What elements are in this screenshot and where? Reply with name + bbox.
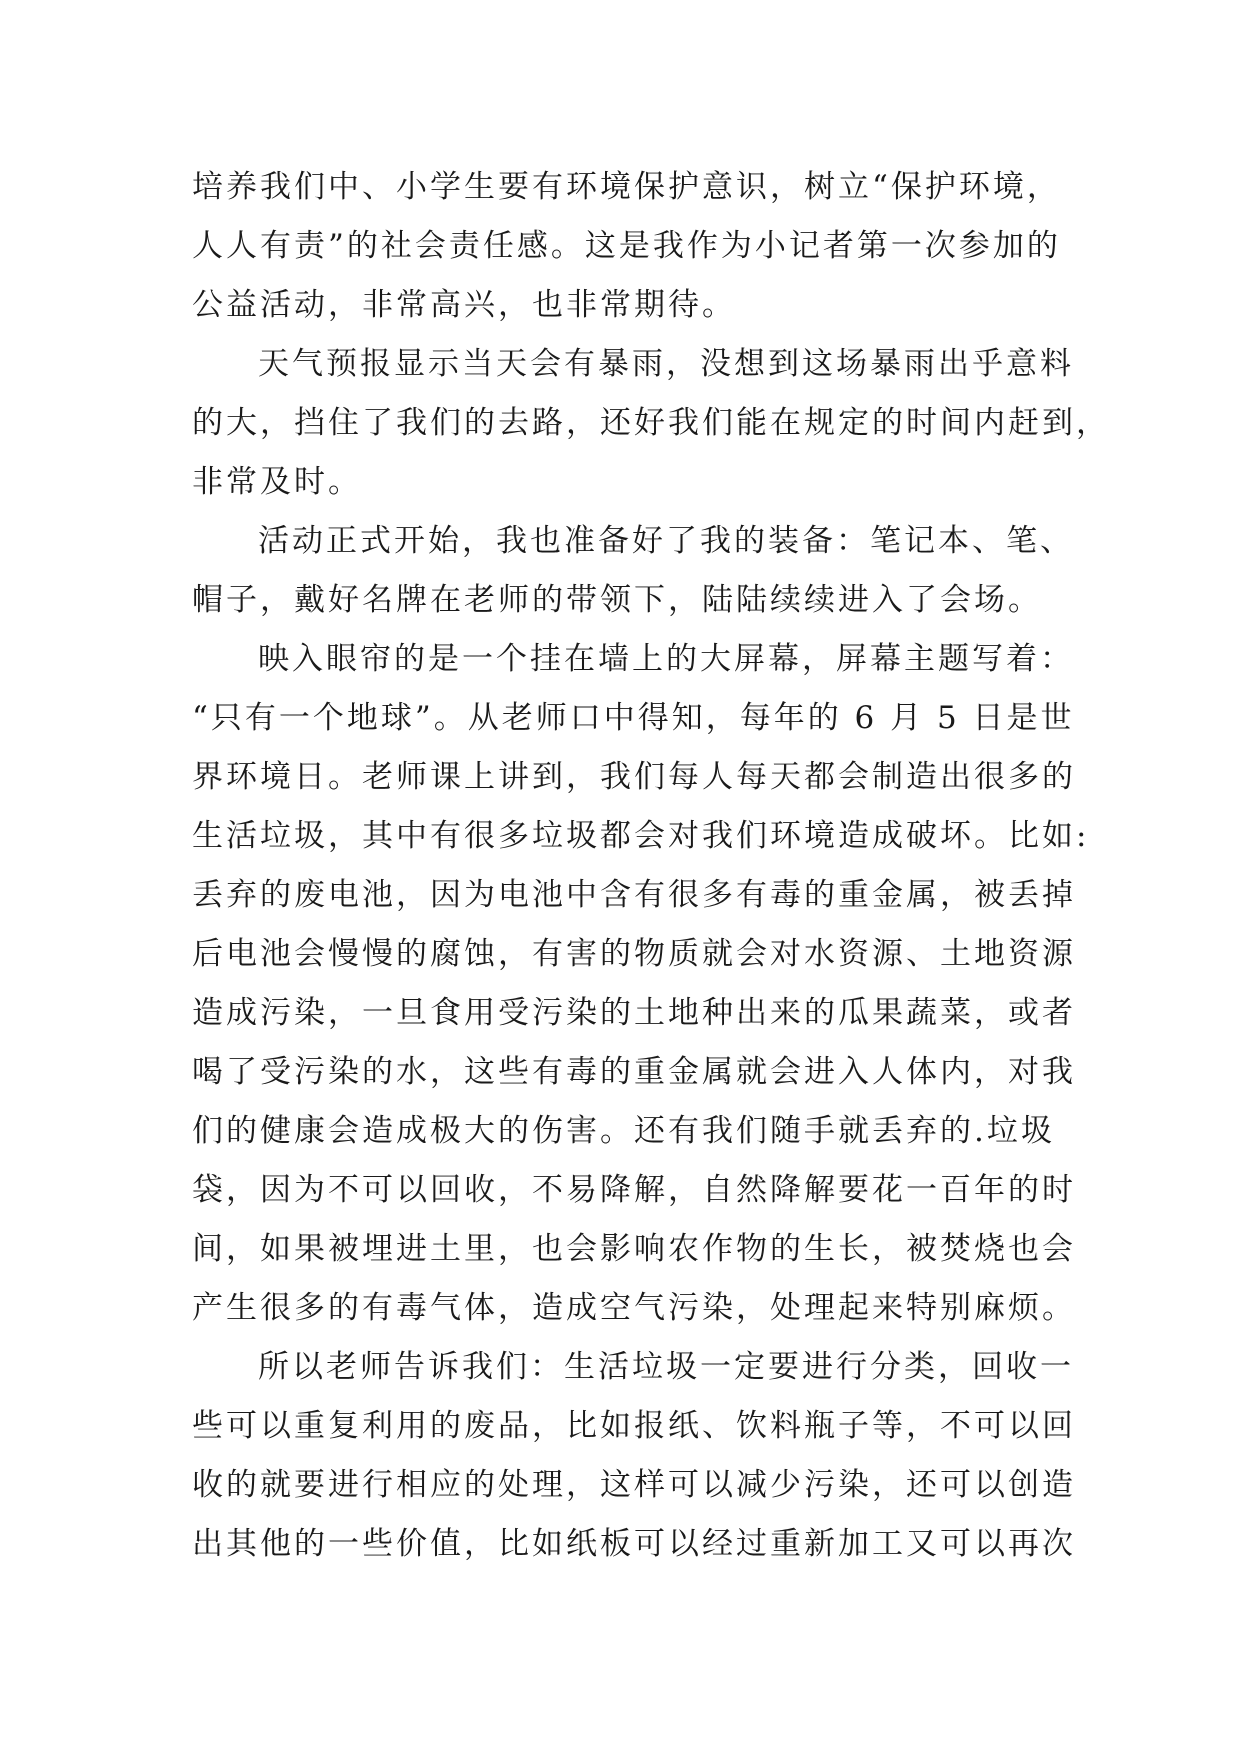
document-line: 所以老师告诉我们：生活垃圾一定要进行分类，回收一 [258,1349,1074,1385]
document-line: 丢弃的废电池，因为电池中含有很多有毒的重金属，被丢掉 [192,877,1076,913]
document-line: 非常及时。 [192,464,362,500]
document-line: 生活垃圾，其中有很多垃圾都会对我们环境造成破坏。比如: [192,818,1090,854]
document-line: 培养我们中、小学生要有环境保护意识，树立“保护环境， [192,169,1061,205]
document-line: 喝了受污染的水，这些有毒的重金属就会进入人体内，对我 [192,1054,1076,1090]
document-line: “只有一个地球”。从老师口中得知，每年的 6 月 5 日是世 [192,700,1075,736]
document-line: 公益活动，非常高兴，也非常期待。 [192,287,736,323]
document-line: 天气预报显示当天会有暴雨，没想到这场暴雨出乎意料 [258,346,1074,382]
document-line: 后电池会慢慢的腐蚀，有害的物质就会对水资源、土地资源 [192,936,1076,972]
document-line: 出其他的一些价值，比如纸板可以经过重新加工又可以再次 [192,1526,1076,1562]
document-line: 活动正式开始，我也准备好了我的装备：笔记本、笔、 [258,523,1074,559]
document-line: 人人有责”的社会责任感。这是我作为小记者第一次参加的 [192,228,1061,264]
document-line: 映入眼帘的是一个挂在墙上的大屏幕，屏幕主题写着： [258,641,1074,677]
document-line: 间，如果被埋进土里，也会影响农作物的生长，被焚烧也会 [192,1231,1076,1267]
document-body [192,158,1110,1574]
document-line: 的大，挡住了我们的去路，还好我们能在规定的时间内赶到， [192,405,1110,441]
document-line: 帽子，戴好名牌在老师的带领下，陆陆续续进入了会场。 [192,582,1042,618]
document-line: 些可以重复利用的废品，比如报纸、饮料瓶子等，不可以回 [192,1408,1076,1444]
document-line: 们的健康会造成极大的伤害。还有我们随手就丢弃的.垃圾 [192,1113,1055,1149]
document-line: 产生很多的有毒气体，造成空气污染，处理起来特别麻烦。 [192,1290,1076,1326]
document-line: 收的就要进行相应的处理，这样可以减少污染，还可以创造 [192,1467,1076,1503]
document-line: 造成污染，一旦食用受污染的土地种出来的瓜果蔬菜，或者 [192,995,1076,1031]
document-line: 袋，因为不可以回收，不易降解，自然降解要花一百年的时 [192,1172,1076,1208]
document-line: 界环境日。老师课上讲到，我们每人每天都会制造出很多的 [192,759,1076,795]
